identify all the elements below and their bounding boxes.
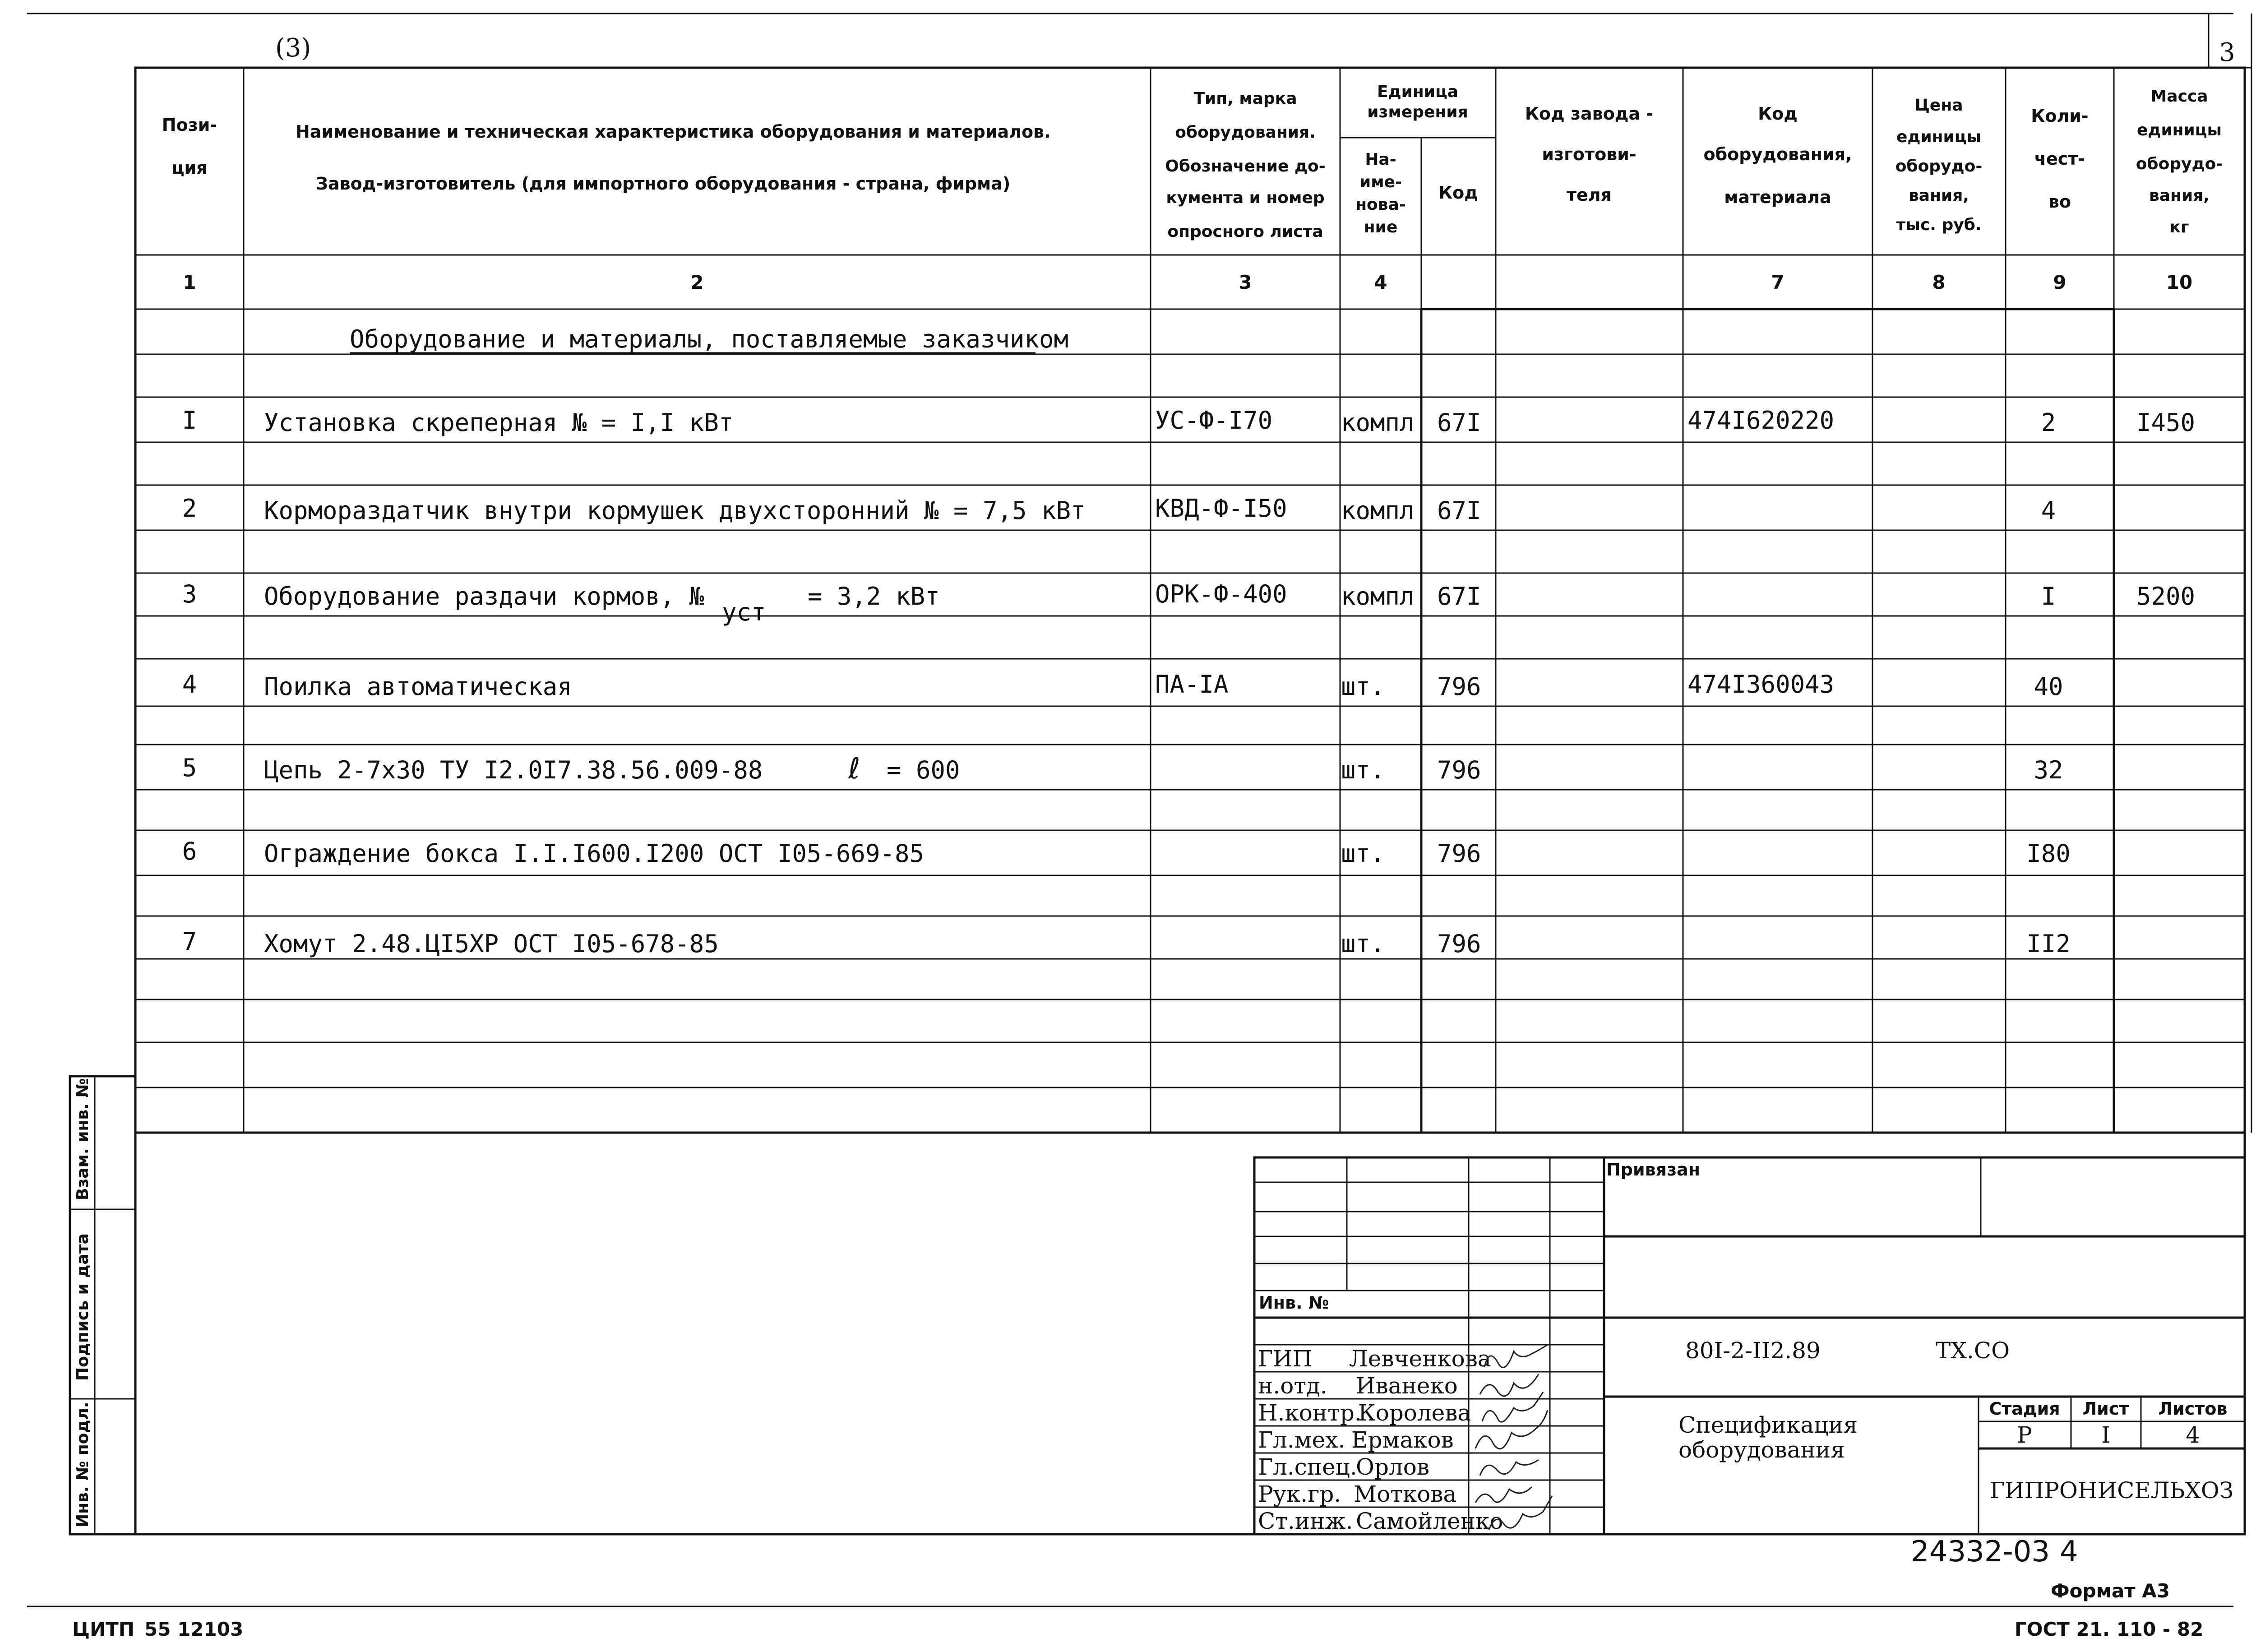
signatory-name: Моткова bbox=[1354, 1481, 1457, 1507]
corner-number: 3 bbox=[2219, 38, 2235, 67]
table-row bbox=[182, 752, 2063, 786]
header-price-1: Цена bbox=[1914, 96, 1963, 115]
header-equip-code-3: материала bbox=[1724, 187, 1831, 207]
row-type: ОРК-Ф-400 bbox=[1155, 580, 1287, 608]
section-title: Оборудование и материалы, поставляемые заказчиком bbox=[350, 325, 1069, 353]
row-quantity: 32 bbox=[2034, 756, 2063, 784]
stamp-doc-code: 80I-2-II2.89 bbox=[1685, 1337, 1821, 1364]
header-mass-1: Масса bbox=[2150, 87, 2208, 106]
row-position: 6 bbox=[182, 837, 197, 865]
signatory-role: Гл.мех. bbox=[1258, 1427, 1345, 1453]
row-quantity: I bbox=[2041, 582, 2056, 611]
row-unit: компл bbox=[1341, 408, 1415, 437]
row-quantity: 4 bbox=[2041, 496, 2056, 525]
row-position: I bbox=[182, 406, 197, 435]
signatories bbox=[1258, 1346, 1503, 1534]
row-unit-code: 67I bbox=[1437, 408, 1481, 437]
row-mass: 5200 bbox=[2136, 582, 2196, 611]
signatory-role: Н.контр. bbox=[1258, 1400, 1362, 1426]
header-type-5: опросного листа bbox=[1167, 222, 1323, 241]
row-type: ПА-IА bbox=[1155, 670, 1229, 699]
header-mass-4: вания, bbox=[2149, 186, 2210, 205]
header-unit-name-1: На- bbox=[1365, 150, 1396, 169]
header-equip-code-2: оборудования, bbox=[1703, 144, 1852, 164]
row-unit: компл bbox=[1341, 582, 1415, 611]
row-unit-code: 796 bbox=[1437, 672, 1481, 701]
row-unit-code: 796 bbox=[1437, 930, 1481, 958]
row-equip-code: 474I620220 bbox=[1687, 406, 1835, 435]
signatory-role: Рук.гр. bbox=[1258, 1481, 1341, 1507]
header-factory-3: теля bbox=[1566, 185, 1612, 205]
signatory-name: Иванеко bbox=[1356, 1373, 1458, 1399]
row-position: 5 bbox=[182, 754, 197, 782]
table-row bbox=[182, 494, 2056, 525]
row-name-ell: ℓ bbox=[848, 752, 860, 786]
header-mass-3: оборудо- bbox=[2136, 155, 2223, 173]
header-mass-5: кг bbox=[2169, 218, 2189, 236]
col-number-2: 2 bbox=[690, 271, 704, 293]
row-unit: шт. bbox=[1341, 839, 1385, 868]
row-unit-code: 67I bbox=[1437, 582, 1481, 611]
stamp-organization: ГИПРОНИСЕЛЬХОЗ bbox=[1989, 1477, 2234, 1504]
header-qty-1: Коли- bbox=[2031, 106, 2089, 126]
col-number-7: 7 bbox=[1771, 271, 1784, 293]
row-unit-code: 796 bbox=[1437, 756, 1481, 784]
row-name-tail: = 600 bbox=[887, 756, 960, 784]
row-position: 3 bbox=[182, 580, 197, 608]
row-position: 4 bbox=[182, 670, 197, 699]
print-organization: ЦИТП bbox=[72, 1618, 134, 1640]
row-type: УС-Ф-I70 bbox=[1155, 406, 1273, 435]
gost-label: ГОСТ 21. 110 - 82 bbox=[2015, 1618, 2204, 1640]
signatory-role: Ст.инж. bbox=[1258, 1508, 1353, 1534]
row-quantity: I80 bbox=[2026, 839, 2071, 868]
stamp-sheets-label: Листов bbox=[2158, 1399, 2228, 1419]
bottom-registration-suffix: 4 bbox=[2060, 1535, 2078, 1569]
row-unit: шт. bbox=[1341, 756, 1385, 784]
header-unit-name-4: ние bbox=[1364, 218, 1398, 236]
header-name-2: Завод-изготовитель (для импортного оборудования - страна, фирма) bbox=[316, 174, 1011, 194]
signatory-name: Ермаков bbox=[1351, 1427, 1454, 1453]
row-name: Цепь 2-7х30 ТУ I2.0I7.38.56.009-88 bbox=[264, 756, 763, 784]
signatory-name: Королева bbox=[1358, 1400, 1471, 1426]
col-number-8: 8 bbox=[1932, 271, 1946, 293]
header-name-1: Наименование и техническая характеристика оборудования и материалов. bbox=[296, 122, 1051, 142]
stamp-sheet-value: I bbox=[2101, 1422, 2110, 1448]
header-position-1: Пози- bbox=[162, 115, 217, 135]
stamp-inv-label: Инв. № bbox=[1259, 1293, 1329, 1313]
table-row bbox=[182, 406, 2195, 437]
stamp-stage-value: Р bbox=[2017, 1422, 2032, 1448]
header-unit-1: Единица bbox=[1377, 83, 1458, 101]
stamp-privyazan-label: Привязан bbox=[1606, 1160, 1701, 1180]
row-name: Установка скреперная № = I,I кВт bbox=[264, 408, 734, 437]
row-name: Кормораздатчик внутри кормушек двухсторонний № = 7,5 кВт bbox=[264, 496, 1086, 525]
header-qty-2: чест- bbox=[2034, 149, 2085, 169]
header-factory-2: изготови- bbox=[1542, 144, 1637, 164]
row-position: 2 bbox=[182, 494, 197, 523]
row-unit-code: 796 bbox=[1437, 839, 1481, 868]
row-unit: компл bbox=[1341, 496, 1415, 525]
row-position: 7 bbox=[182, 927, 197, 956]
header-position-2: ция bbox=[171, 158, 208, 178]
col-number-9: 9 bbox=[2053, 271, 2066, 293]
side-label-signature-date: Подпись и дата bbox=[74, 1233, 92, 1381]
header-unit-name-2: име- bbox=[1359, 173, 1402, 191]
stamp-doc-suffix: ТХ.СО bbox=[1936, 1337, 2010, 1364]
row-quantity: 40 bbox=[2034, 672, 2063, 701]
header-price-3: оборудо- bbox=[1895, 157, 1983, 176]
header-factory-1: Код завода - bbox=[1525, 104, 1654, 124]
signatory-role: н.отд. bbox=[1258, 1373, 1327, 1399]
sheet-marker: (3) bbox=[275, 33, 311, 63]
stamp-sheets-value: 4 bbox=[2186, 1422, 2200, 1448]
header-mass-2: единицы bbox=[2136, 121, 2222, 139]
row-quantity: 2 bbox=[2041, 408, 2056, 437]
table-row bbox=[182, 580, 2195, 626]
header-price-2: единицы bbox=[1896, 128, 1982, 146]
header-unit-2: измерения bbox=[1367, 103, 1468, 121]
stamp-sheet-label: Лист bbox=[2082, 1399, 2129, 1419]
header-price-5: тыс. руб. bbox=[1896, 216, 1982, 234]
header-type-2: оборудования. bbox=[1175, 123, 1316, 142]
row-unit: шт. bbox=[1341, 672, 1385, 701]
row-type: КВД-Ф-I50 bbox=[1155, 494, 1287, 523]
header-unit-code: Код bbox=[1438, 183, 1478, 203]
col-number-3: 3 bbox=[1239, 271, 1252, 293]
stamp-title-line1: Спецификация bbox=[1678, 1412, 1858, 1438]
header-type-3: Обозначение до- bbox=[1165, 157, 1326, 176]
bottom-registration-number: 24332-03 bbox=[1911, 1535, 2050, 1569]
header-price-4: вания, bbox=[1909, 186, 1969, 205]
row-mass: I450 bbox=[2136, 408, 2196, 437]
row-unit: шт. bbox=[1341, 930, 1385, 958]
print-number: 55 12103 bbox=[144, 1618, 244, 1640]
row-name: Оборудование раздачи кормов, № bbox=[264, 582, 704, 611]
signatory-role: Гл.спец. bbox=[1258, 1454, 1357, 1480]
side-label-original-inv: Инв. № подл. bbox=[74, 1402, 92, 1527]
stamp-title-line2: оборудования bbox=[1678, 1437, 1845, 1463]
col-number-1: 1 bbox=[183, 271, 196, 293]
signatory-role: ГИП bbox=[1258, 1346, 1313, 1372]
row-name: Ограждение бокса I.I.I600.I200 ОСТ I05-669-85 bbox=[264, 839, 924, 868]
header-qty-3: во bbox=[2048, 192, 2071, 212]
col-number-10: 10 bbox=[2166, 271, 2193, 293]
row-name: Поилка автоматическая bbox=[264, 672, 572, 701]
row-unit-code: 67I bbox=[1437, 496, 1481, 525]
row-name: Хомут 2.48.ЦI5ХР ОСТ I05-678-85 bbox=[264, 930, 719, 958]
table-header bbox=[162, 83, 2223, 293]
header-type-4: кумента и номер bbox=[1166, 189, 1325, 207]
signatory-name: Орлов bbox=[1356, 1454, 1430, 1480]
signatory-name: Самойленко bbox=[1356, 1508, 1503, 1534]
col-number-4: 4 bbox=[1374, 271, 1387, 293]
row-quantity: II2 bbox=[2026, 930, 2071, 958]
header-equip-code-1: Код bbox=[1758, 104, 1798, 124]
table-row bbox=[182, 670, 2063, 701]
table-row bbox=[182, 837, 2071, 868]
header-type-1: Тип, марка bbox=[1193, 89, 1297, 108]
signatory-name: Левченкова bbox=[1349, 1346, 1491, 1372]
row-equip-code: 474I360043 bbox=[1687, 670, 1835, 699]
table-row bbox=[182, 927, 2071, 958]
side-label-replaced-inv: Взам. инв. № bbox=[74, 1078, 92, 1200]
outer-frame bbox=[27, 14, 2251, 1606]
header-unit-name-3: нова- bbox=[1355, 195, 1406, 214]
row-name-subscript: уст bbox=[722, 598, 766, 626]
stamp-stage-label: Стадия bbox=[1989, 1399, 2060, 1419]
row-name-tail: = 3,2 кВт bbox=[808, 582, 940, 611]
format-label: Формат А3 bbox=[2051, 1580, 2170, 1602]
